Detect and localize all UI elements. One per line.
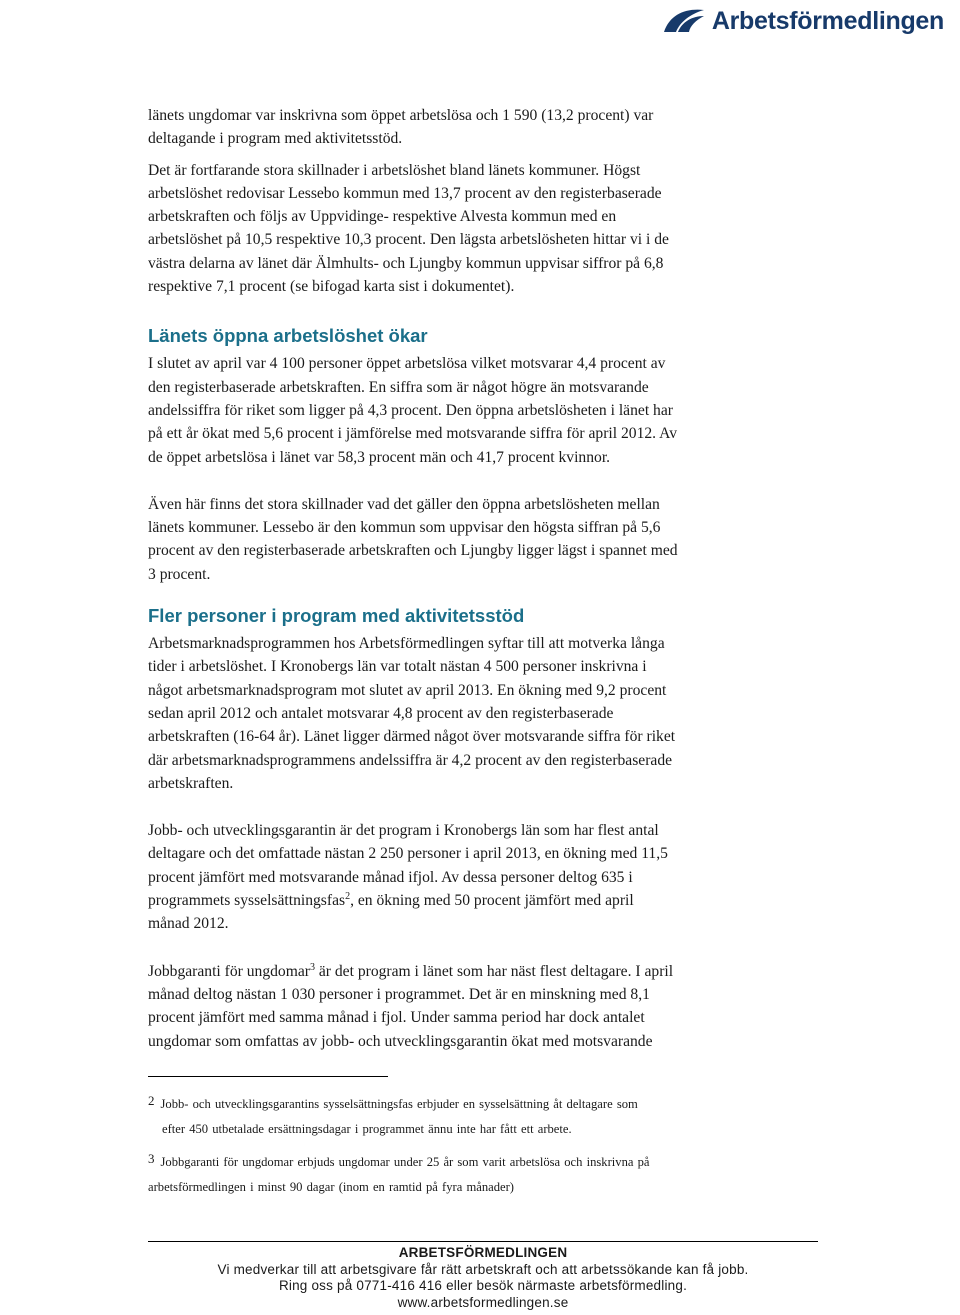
- text-line: Arbetsmarknadsprogrammen hos Arbetsförmedlingen syftar till att motverka långa: [148, 635, 665, 653]
- footnote-3: [148, 1146, 818, 1200]
- text-line: procent jämfört med motsvarande månad ifjol. Av dessa personer deltog 635 i: [148, 868, 633, 886]
- text-line: arbetslöshet redovisar Lessebo kommun med 13,7 procent av den registerbaserade: [148, 184, 662, 202]
- footnote-ref-3[interactable]: 3: [309, 961, 315, 973]
- text-line: länets kommuner. Lessebo är den kommun som uppvisar den högsta siffran på 5,6: [148, 519, 661, 537]
- logo-wordmark: Arbetsförmedlingen: [711, 6, 944, 35]
- text-line: västra delarna av länet där Älmhults- och Ljungby kommun uppvisar siffror på 6,8: [148, 254, 664, 272]
- text-line: den registerbaserade arbetskraften. En siffra som är något högre än motsvarande: [148, 378, 649, 396]
- footnotes: [148, 1076, 818, 1204]
- footnote-text: arbetsförmedlingen i minst 90 dagar (inom en ramtid på fyra månader): [148, 1180, 515, 1194]
- text-line: tider i arbetslöshet. I Kronobergs län var totalt nästan 4 500 personer inskrivna i: [148, 658, 647, 676]
- text-line: arbetskraften.: [148, 774, 234, 792]
- paragraph-6: [148, 819, 818, 935]
- footnote-text: efter 450 utbetalade ersättningsdagar i programmet ännu inte har fått ett arbete.: [162, 1122, 572, 1136]
- paragraph-7: [148, 960, 818, 1053]
- text-line: Det är fortfarande stora skillnader i arbetslöshet bland länets kommuner. Högst: [148, 161, 641, 179]
- text-line: respektive 7,1 procent (se bifogad karta sist i dokumentet).: [148, 278, 515, 296]
- text-line: procent av den registerbaserade arbetskraften och Ljungby ligger lägst i spannet med: [148, 542, 678, 560]
- header-logo: [662, 4, 944, 38]
- page-footer: [148, 1241, 818, 1311]
- paragraph-2: [148, 159, 818, 299]
- text-line: månad deltog nästan 1 030 personer i programmet. Det är en minskning med 8,1: [148, 985, 650, 1003]
- footnote-divider: [148, 1076, 388, 1077]
- footnote-number: 3: [148, 1151, 155, 1166]
- text-line: där arbetsmarknadsprogrammens andelssiffra är 4,2 procent av den registerbaserade: [148, 751, 673, 769]
- text-line: procent jämfört med samma månad i fjol. Under samma period har dock antalet: [148, 1009, 645, 1027]
- paragraph-3: [148, 352, 818, 468]
- text-line: Jobb- och utvecklingsgarantin är det program i Kronobergs län som har flest antal: [148, 822, 659, 840]
- text-line: de öppet arbetslösa i länet var 58,3 procent män och 41,7 procent kvinnor.: [148, 448, 611, 466]
- text-line: deltagande i program med aktivitetsstöd.: [148, 130, 403, 148]
- section-heading-open-unemployment: Länets öppna arbetslöshet ökar: [148, 325, 428, 347]
- text-line: arbetskraften (16-64 år). Länet ligger därmed något över motsvarande siffra för riket: [148, 728, 676, 746]
- footer-tagline: Vi medverkar till att arbetsgivare får rätt arbetskraft och att arbetssökande kan få jobb.: [217, 1261, 749, 1277]
- section-heading-programs: Fler personer i program med aktivitetsstöd: [148, 605, 525, 627]
- text-line: något arbetsmarknadsprogram mot slutet av april 2013. En ökning med 9,2 procent: [148, 681, 667, 699]
- text-line: Även här finns det stora skillnader vad det gäller den öppna arbetslösheten mellan: [148, 495, 660, 513]
- text-line: länets ungdomar var inskrivna som öppet arbetslösa och 1 590 (13,2 procent) var: [148, 107, 654, 124]
- text-line: är det program i länet som har näst flest deltagare. I april: [314, 962, 674, 980]
- text-line: programmets sysselsättningsfas: [148, 892, 346, 910]
- text-line: arbetslöshet på 10,5 respektive 10,3 procent. Den lägsta arbetslösheten hittar vi i de: [148, 231, 669, 249]
- paragraph-5: [148, 632, 818, 795]
- footer-org-name: ARBETSFÖRMEDLINGEN: [398, 1245, 568, 1260]
- text-line: arbetskraften och följs av Uppvidinge- respektive Alvesta kommun med en: [148, 208, 617, 226]
- paragraph-1: [148, 104, 818, 151]
- text-line: sedan april 2012 och antalet motsvarar 4,8 procent av den registerbaserade: [148, 704, 614, 722]
- footnote-ref-2[interactable]: 2: [345, 890, 351, 902]
- text-line: på ett år ökat med 5,6 procent i jämförelse med motsvarande siffra för april 2012. Av: [148, 425, 678, 443]
- footer-website-link[interactable]: www.arbetsformedlingen.se: [397, 1294, 569, 1310]
- text-line: Jobbgaranti för ungdomar: [148, 962, 310, 980]
- text-line: andelssiffra för riket som ligger på 4,3 procent. Den öppna arbetslösheten i länet har: [148, 401, 673, 419]
- text-line: deltagare och det omfattade nästan 2 250 personer i april 2013, en ökning med 11,5: [148, 845, 668, 863]
- footer-contact: Ring oss på 0771-416 416 eller besök närmaste arbetsförmedling.: [278, 1278, 688, 1293]
- arbetsformedlingen-logo-icon: [662, 6, 706, 36]
- footnote-number: 2: [148, 1093, 155, 1108]
- paragraph-4: [148, 493, 818, 586]
- text-line: 3 procent.: [148, 565, 211, 583]
- text-line: ungdomar som omfattas av jobb- och utvecklingsgarantin ökat med motsvarande: [148, 1032, 653, 1050]
- document-body: [148, 104, 818, 1053]
- text-line: månad 2012.: [148, 915, 229, 933]
- footnote-text: Jobbgaranti för ungdomar erbjuds ungdomar under 25 år som varit arbetslösa och inskrivna på: [160, 1155, 650, 1169]
- footnote-text: Jobb- och utvecklingsgarantins sysselsättningsfas erbjuder en sysselsättning åt deltagare som: [160, 1097, 638, 1111]
- footnote-2: [148, 1088, 818, 1142]
- text-line: I slutet av april var 4 100 personer öppet arbetslösa vilket motsvarar 4,4 procent av: [148, 355, 666, 373]
- text-line: , en ökning med 50 procent jämfört med april: [350, 892, 634, 910]
